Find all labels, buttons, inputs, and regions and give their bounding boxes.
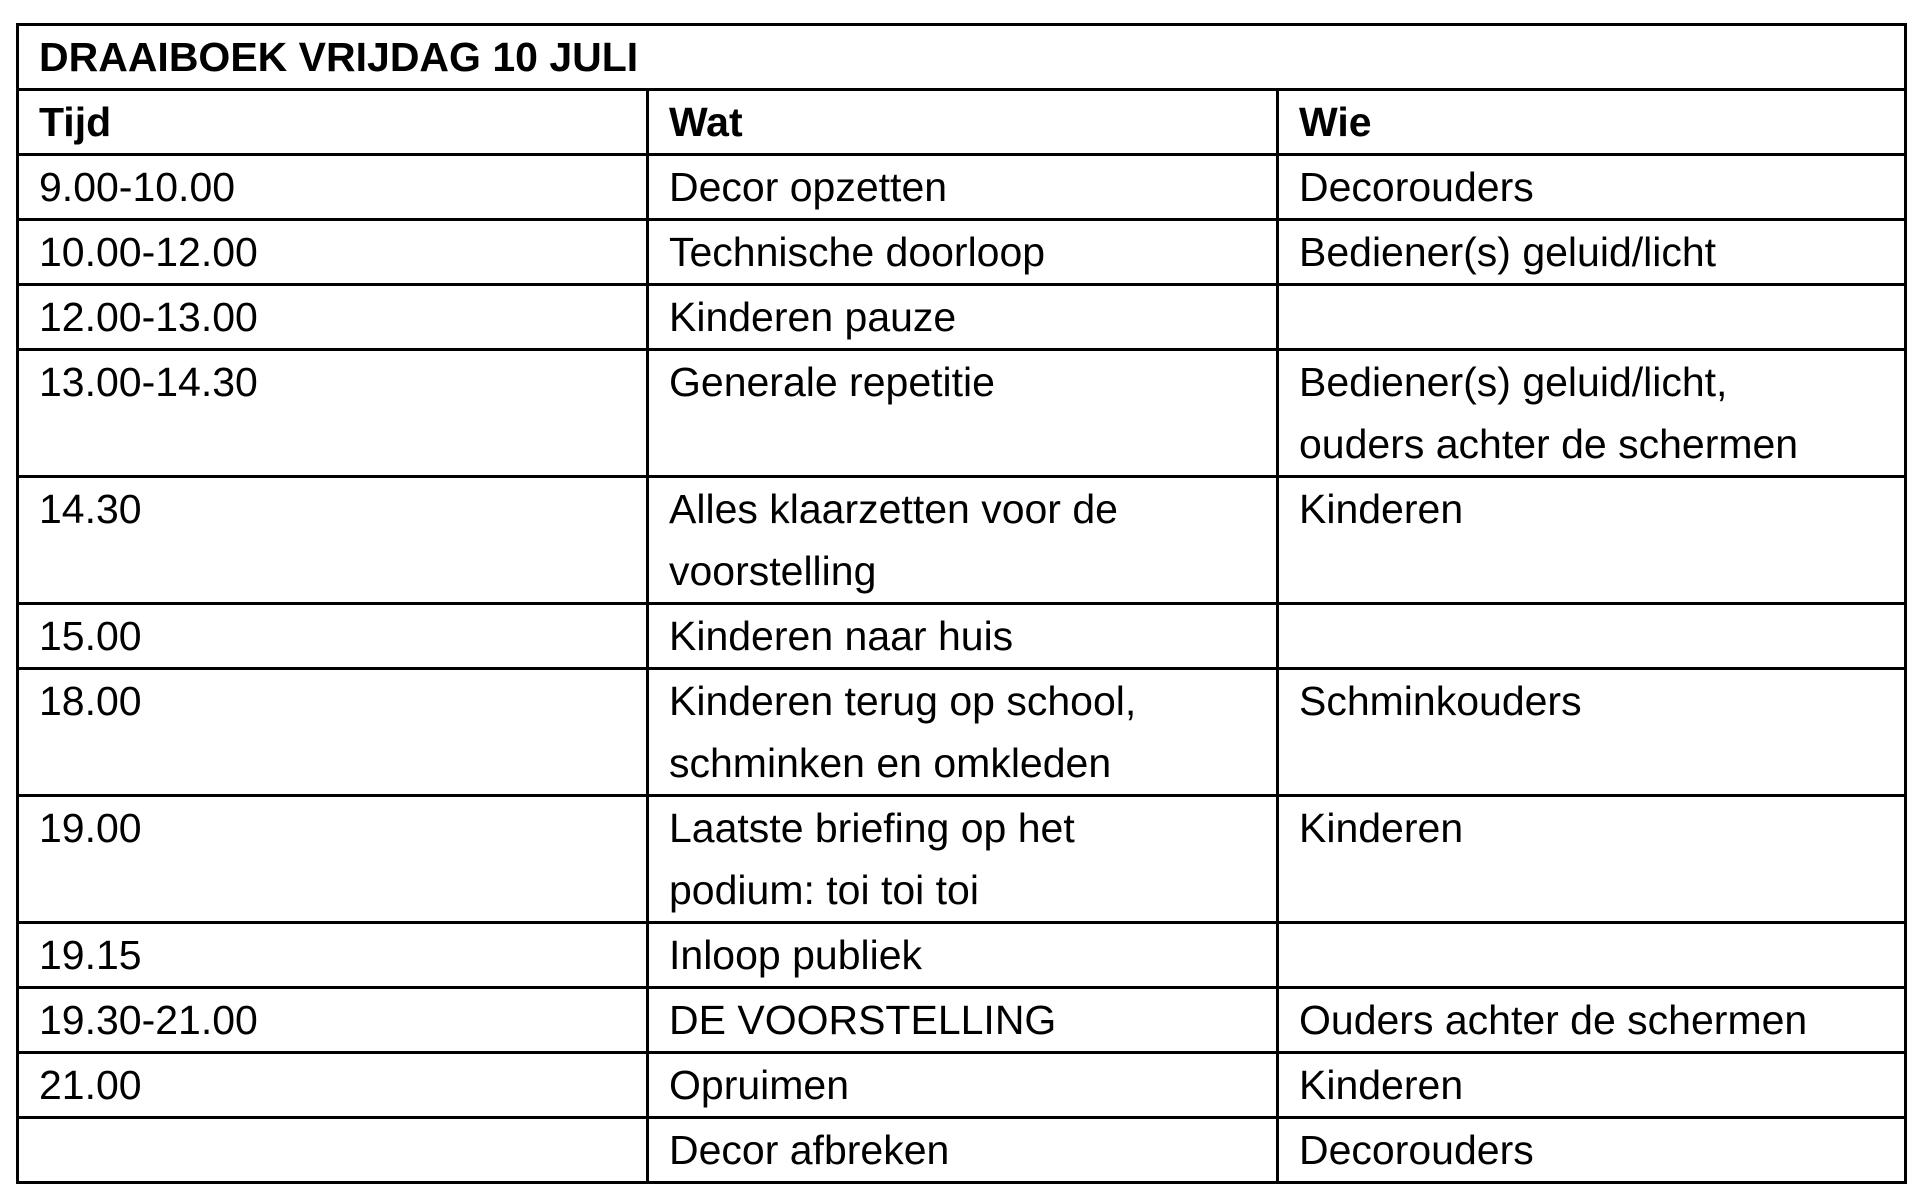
cell-wat-line: Kinderen pauze — [669, 294, 957, 340]
cell-tijd: 14.30 — [18, 477, 648, 604]
cell-wat-line: schminken en omkleden — [669, 740, 1112, 786]
cell-wie-line: Decorouders — [1299, 1127, 1534, 1173]
cell-tijd — [18, 1118, 648, 1183]
cell-wie-line: Bediener(s) geluid/licht, — [1299, 359, 1728, 405]
cell-wat — [648, 669, 1278, 796]
cell-wat — [648, 155, 1278, 220]
cell-wat — [648, 220, 1278, 285]
cell-wat-line: Decor opzetten — [669, 164, 948, 210]
cell-wat-line: Decor afbreken — [669, 1127, 950, 1173]
document-title: DRAAIBOEK VRIJDAG 10 JULI — [18, 25, 1906, 90]
table-row — [18, 155, 1906, 220]
cell-wie-line: Kinderen — [1299, 805, 1464, 851]
cell-wat-line: Generale repetitie — [669, 359, 995, 405]
cell-wat-line: Inloop publiek — [669, 932, 923, 978]
cell-wat-line: voorstelling — [669, 548, 877, 594]
cell-tijd: 21.00 — [18, 1053, 648, 1118]
table-row — [18, 604, 1906, 669]
cell-wat-line: Opruimen — [669, 1062, 850, 1108]
column-header-tijd: Tijd — [18, 90, 648, 155]
column-header-wie: Wie — [1278, 90, 1906, 155]
cell-wie — [1278, 669, 1906, 796]
cell-wie-line: Kinderen — [1299, 486, 1464, 532]
cell-wie — [1278, 923, 1906, 988]
table-row — [18, 1053, 1906, 1118]
cell-tijd: 18.00 — [18, 669, 648, 796]
cell-wie — [1278, 1053, 1906, 1118]
cell-wat — [648, 604, 1278, 669]
cell-tijd: 19.15 — [18, 923, 648, 988]
cell-wie-line: ouders achter de schermen — [1299, 421, 1799, 467]
table-row — [18, 669, 1906, 796]
cell-wat — [648, 923, 1278, 988]
header-row — [18, 90, 1906, 155]
cell-wat — [648, 477, 1278, 604]
cell-wat-line: podium: toi toi toi — [669, 867, 979, 913]
cell-wie — [1278, 604, 1906, 669]
cell-wie — [1278, 1118, 1906, 1183]
cell-wie — [1278, 155, 1906, 220]
schedule-table — [16, 23, 1907, 1184]
cell-wat — [648, 796, 1278, 923]
table-row — [18, 988, 1906, 1053]
cell-wie-line: Decorouders — [1299, 164, 1534, 210]
cell-wat-line: Alles klaarzetten voor de — [669, 486, 1118, 532]
cell-wie — [1278, 477, 1906, 604]
cell-tijd: 12.00-13.00 — [18, 285, 648, 350]
cell-tijd: 15.00 — [18, 604, 648, 669]
table-row — [18, 477, 1906, 604]
cell-wat-line: DE VOORSTELLING — [669, 997, 1057, 1043]
cell-wie — [1278, 796, 1906, 923]
title-row — [18, 25, 1906, 90]
cell-tijd: 13.00-14.30 — [18, 350, 648, 477]
cell-wat-line: Kinderen naar huis — [669, 613, 1014, 659]
cell-wie — [1278, 350, 1906, 477]
table-row — [18, 350, 1906, 477]
table-row — [18, 220, 1906, 285]
column-header-wat: Wat — [648, 90, 1278, 155]
cell-wie-line: Ouders achter de schermen — [1299, 997, 1808, 1043]
table-row — [18, 285, 1906, 350]
table-row — [18, 1118, 1906, 1183]
cell-wat-line: Laatste briefing op het — [669, 805, 1075, 851]
cell-wie-line: Kinderen — [1299, 1062, 1464, 1108]
cell-wat-line: Technische doorloop — [669, 229, 1046, 275]
cell-wie-line: Schminkouders — [1299, 678, 1582, 724]
cell-wat — [648, 285, 1278, 350]
cell-tijd: 19.30-21.00 — [18, 988, 648, 1053]
table-row — [18, 923, 1906, 988]
cell-tijd: 10.00-12.00 — [18, 220, 648, 285]
cell-wie — [1278, 220, 1906, 285]
cell-wie — [1278, 285, 1906, 350]
cell-wat — [648, 1053, 1278, 1118]
cell-wat-line: Kinderen terug op school, — [669, 678, 1137, 724]
cell-wat — [648, 350, 1278, 477]
cell-tijd: 19.00 — [18, 796, 648, 923]
cell-wie-line: Bediener(s) geluid/licht — [1299, 229, 1717, 275]
cell-wat — [648, 1118, 1278, 1183]
cell-wie — [1278, 988, 1906, 1053]
schedule-document — [16, 23, 1904, 1184]
cell-wat — [648, 988, 1278, 1053]
table-row — [18, 796, 1906, 923]
cell-tijd: 9.00-10.00 — [18, 155, 648, 220]
